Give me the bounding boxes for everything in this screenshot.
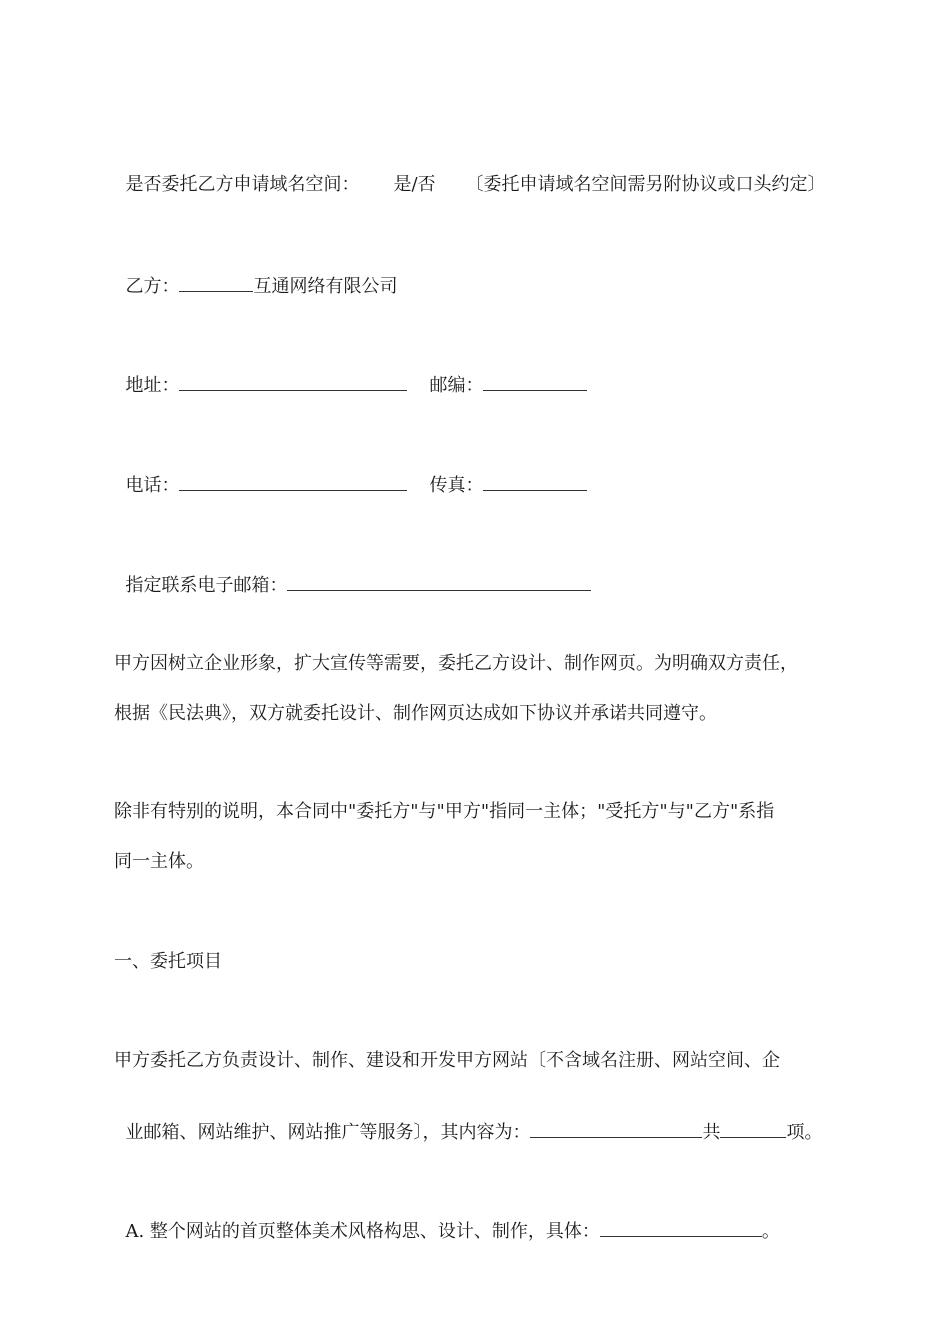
item-a-period: 。 (761, 1221, 780, 1242)
email-label: 指定联系电子邮箱： (125, 575, 288, 596)
para2-line2: 同一主体。 (114, 851, 204, 872)
count-blank[interactable] (720, 1123, 786, 1138)
para3-item-label: 项。 (786, 1122, 823, 1143)
fax-label: 传真： (429, 475, 484, 496)
domain-request-label: 是否委托乙方申请域名空间： (125, 174, 360, 195)
phone-blank[interactable] (179, 476, 407, 491)
party-b-line (114, 254, 397, 298)
para1-line1: 甲方因树立企业形象，扩大宣传等需要，委托乙方设计、制作网页。为明确双方责任， (114, 653, 798, 674)
para3-line1: 甲方委托乙方负责设计、制作、建设和开发甲方网站〔不含域名注册、网站空间、企 (114, 1050, 780, 1071)
item-a-line (114, 1199, 780, 1243)
postcode-blank[interactable] (483, 376, 587, 391)
party-b-blank[interactable] (179, 277, 253, 292)
email-line (114, 553, 591, 597)
domain-request-note: 〔委托申请域名空间需另附协议或口头约定〕 (465, 174, 826, 195)
postcode-label: 邮编： (429, 375, 484, 396)
section1-heading: 一、委托项目 (114, 951, 222, 972)
phone-label: 电话： (125, 475, 180, 496)
item-a-text: A. 整个网站的首页整体美术风格构思、设计、制作，具体： (125, 1221, 600, 1242)
para3-line2 (114, 1100, 822, 1144)
domain-request-choice: 是/否 (393, 174, 436, 195)
party-b-company: 互通网络有限公司 (253, 276, 398, 297)
para3-line2-prefix: 业邮箱、网站维护、网站推广等服务〕，其内容为： (125, 1122, 531, 1143)
address-line (114, 353, 587, 397)
address-label: 地址： (125, 375, 180, 396)
content-blank[interactable] (530, 1123, 702, 1138)
fax-blank[interactable] (483, 476, 587, 491)
party-b-label: 乙方： (125, 276, 180, 297)
domain-request-line (114, 152, 826, 196)
para2-line1: 除非有特别的说明，本合同中"委托方"与"甲方"指同一主体；"受托方"与"乙方"系指 (114, 801, 775, 822)
item-a-blank[interactable] (600, 1222, 762, 1237)
phone-line (114, 453, 587, 497)
para3-count-label: 共 (702, 1122, 721, 1143)
email-blank[interactable] (287, 576, 591, 591)
para1-line2: 根据《民法典》，双方就委托设计、制作网页达成如下协议并承诺共同遵守。 (114, 703, 717, 724)
address-blank[interactable] (179, 376, 407, 391)
